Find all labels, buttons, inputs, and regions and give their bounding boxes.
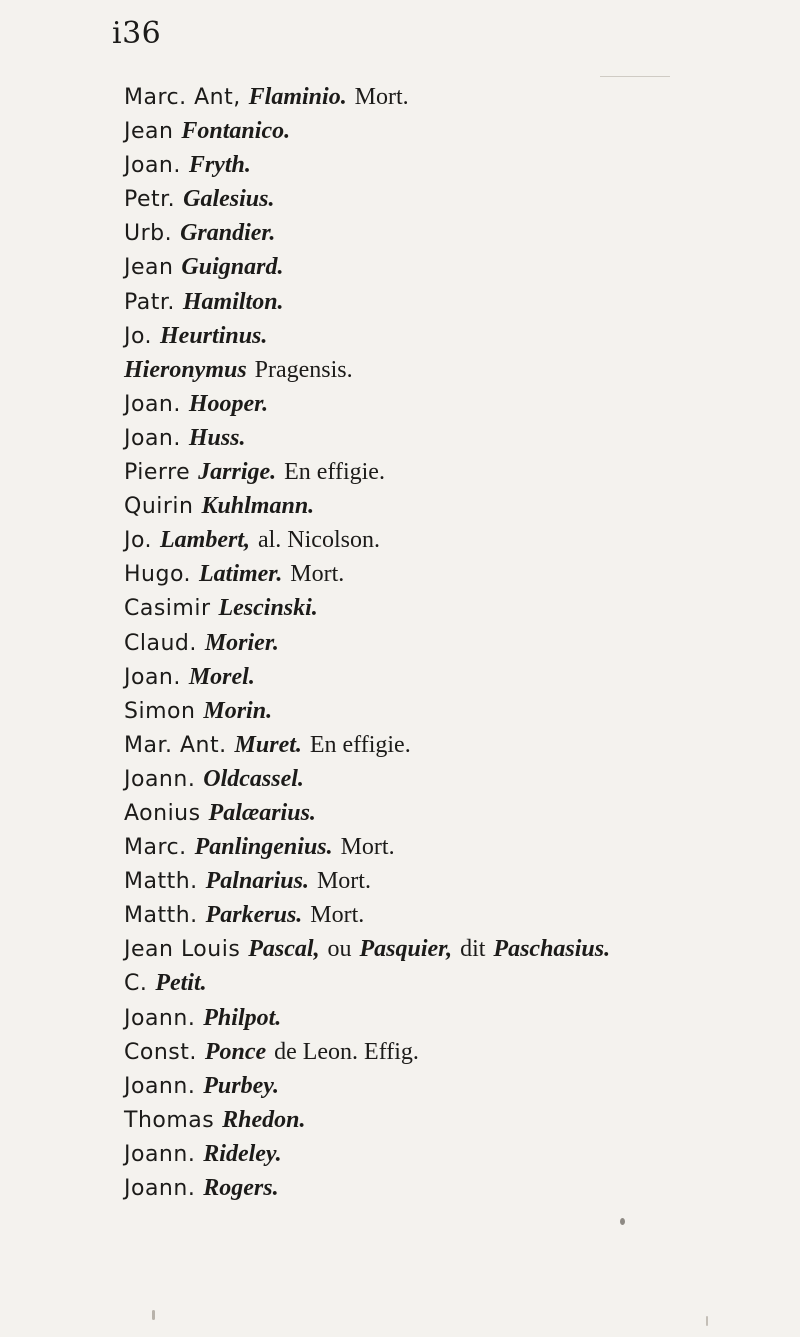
list-item: Joan. Morel. [124,663,255,690]
list-item: Joan. Huss. [124,424,246,451]
list-item: Jo. Heurtinus. [124,322,268,349]
page-number: i36 [112,16,162,51]
list-item: Matth. Parkerus. Mort. [124,902,365,929]
ink-speck [620,1218,625,1225]
list-item: Joann. Rideley. [124,1140,282,1167]
name-list [124,79,794,1204]
list-item: Joann. Purbey. [124,1072,280,1099]
show-through-mark [600,76,670,77]
list-item: Aonius Palæarius. [124,799,316,826]
list-item: Hieronymus Pragensis. [124,356,353,383]
list-item: Joan. Fryth. [124,152,251,179]
list-item: Mar. Ant. Muret. En effigie. [124,731,411,758]
list-item: Joann. Rogers. [124,1175,279,1201]
list-item: Claud. Morier. [124,629,279,656]
list-item: C. Petit. [124,970,207,997]
list-item: Matth. Palnarius. Mort. [124,868,371,895]
list-item: Hugo. Latimer. Mort. [124,561,345,588]
ink-speck [706,1316,708,1326]
list-item: Joann. Oldcassel. [124,765,304,792]
list-item: Jean Fontanico. [124,118,291,145]
list-item: Jo. Lambert, al. Nicolson. [124,527,380,554]
list-item: Simon Morin. [124,697,273,724]
list-item: Thomas Rhedon. [124,1106,306,1133]
list-item: Joan. Hooper. [124,390,269,417]
list-item: Pierre Jarrige. En effigie. [124,459,385,486]
list-item: Jean Louis Pascal, ou Pasquier, dit Paschasius. [124,936,611,963]
list-item: Patr. Hamilton. [124,288,284,315]
list-item: Urb. Grandier. [124,220,276,247]
list-item: Const. Ponce de Leon. Effig. [124,1038,419,1065]
ink-speck [152,1310,155,1320]
list-item: Casimir Lescinski. [124,595,318,622]
list-item: Petr. Galesius. [124,186,275,213]
list-item: Marc. Panlingenius. Mort. [124,834,395,861]
list-item: Marc. Ant, Flaminio. Mort. [124,84,409,110]
list-item: Joann. Philpot. [124,1004,282,1031]
list-item: Jean Guignard. [124,254,284,281]
list-item: Quirin Kuhlmann. [124,493,315,520]
